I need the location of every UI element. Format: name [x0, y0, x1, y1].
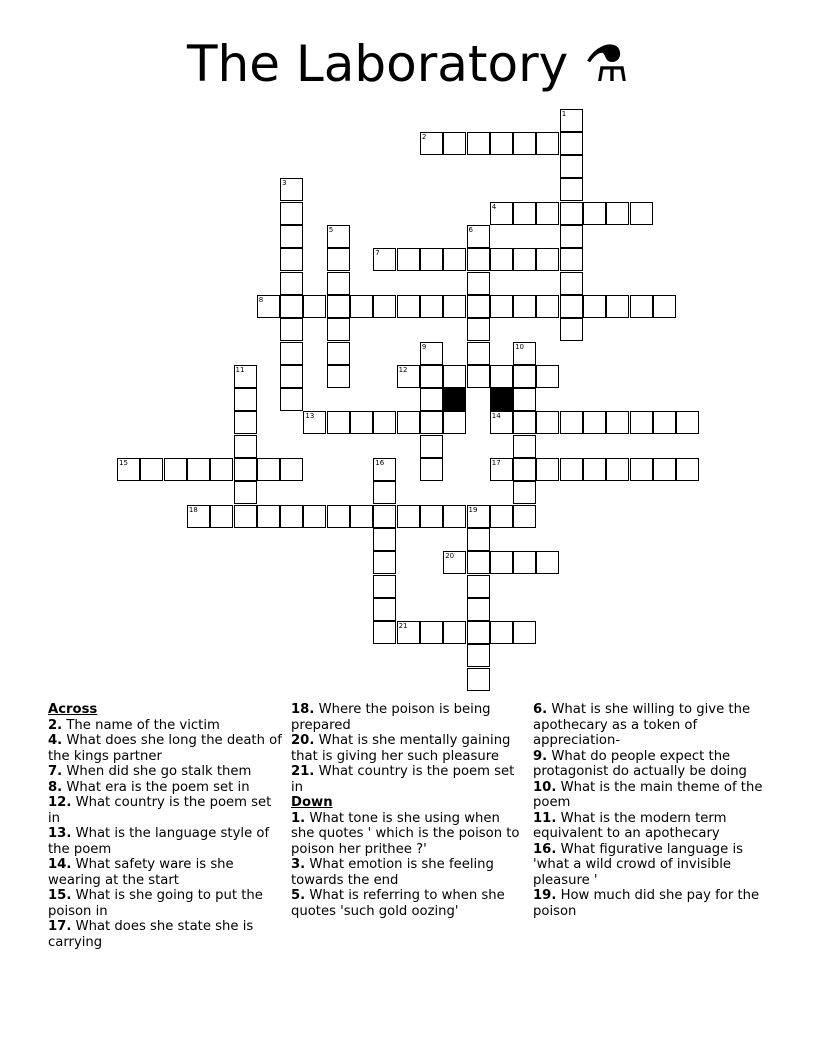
- cell-number: 11: [235, 365, 245, 374]
- across-clue: 18. Where the poison is being prepared: [291, 702, 491, 733]
- grid-cell[interactable]: [373, 248, 396, 271]
- grid-cell[interactable]: [630, 411, 653, 434]
- grid-cell[interactable]: [467, 668, 490, 691]
- grid-cell[interactable]: [536, 411, 559, 434]
- grid-cell[interactable]: [373, 295, 396, 318]
- grid-cell[interactable]: [257, 458, 280, 481]
- grid-cell[interactable]: [443, 551, 466, 574]
- cell-number: 2: [421, 132, 427, 141]
- cell-number: 16: [375, 459, 385, 467]
- cell-number: 3: [282, 179, 287, 188]
- across-clue: 8. What era is the poem set in: [48, 779, 250, 795]
- grid-cell[interactable]: [560, 178, 583, 201]
- grid-cell[interactable]: [443, 505, 466, 528]
- grid-cell[interactable]: [234, 365, 257, 388]
- grid-cell[interactable]: [536, 551, 559, 574]
- grid-cell[interactable]: [420, 411, 443, 434]
- grid-cell[interactable]: [560, 202, 583, 225]
- grid-cell[interactable]: [350, 295, 373, 318]
- grid-cell[interactable]: [467, 318, 490, 341]
- grid-cell[interactable]: [397, 365, 420, 388]
- grid-cell[interactable]: [373, 528, 396, 551]
- grid-cell[interactable]: [187, 505, 210, 528]
- grid-cell[interactable]: [490, 458, 513, 481]
- across-clue: 4. What does she long the death of the kings partner: [48, 733, 282, 764]
- grid-cell[interactable]: [443, 295, 466, 318]
- grid-cell[interactable]: [443, 132, 466, 155]
- grid-cell[interactable]: [467, 528, 490, 551]
- grid-cell[interactable]: [490, 202, 513, 225]
- across-clue: 2. The name of the victim: [48, 717, 220, 733]
- grid-cell[interactable]: [467, 272, 490, 295]
- cell-number: 12: [398, 365, 408, 374]
- grid-cell[interactable]: [513, 388, 536, 411]
- grid-cell[interactable]: [513, 132, 536, 155]
- grid-cell[interactable]: [280, 178, 303, 201]
- grid-cell[interactable]: [560, 132, 583, 155]
- down-clue: 3. What emotion is she feeling towards the end: [291, 857, 494, 888]
- grid-cell[interactable]: [583, 295, 606, 318]
- grid-cell[interactable]: [513, 365, 536, 388]
- black-cell: [443, 388, 466, 411]
- cell-number: 21: [398, 622, 408, 631]
- grid-cell[interactable]: [467, 575, 490, 598]
- down-clue: 9. What do people expect the protagonist do actually be doing: [533, 748, 747, 779]
- grid-cell[interactable]: [327, 225, 350, 248]
- grid-cell[interactable]: [676, 458, 699, 481]
- grid-cell[interactable]: [327, 342, 350, 365]
- grid-cell[interactable]: [443, 248, 466, 271]
- grid-cell[interactable]: [490, 621, 513, 644]
- down-clue: 11. What is the modern term equivalent to an apothecary: [533, 810, 727, 841]
- grid-cell[interactable]: [327, 505, 350, 528]
- cell-number: 8: [258, 295, 264, 304]
- grid-cell[interactable]: [234, 411, 257, 434]
- grid-cell[interactable]: [536, 295, 559, 318]
- down-clue: 16. What figurative language is 'what a wild crowd of invisible pleasure ': [533, 841, 744, 888]
- grid-cell[interactable]: [467, 551, 490, 574]
- grid-cell[interactable]: [490, 551, 513, 574]
- grid-cell[interactable]: [513, 248, 536, 271]
- grid-cell[interactable]: [467, 342, 490, 365]
- grid-cell[interactable]: [164, 458, 187, 481]
- grid-cell[interactable]: [653, 458, 676, 481]
- grid-cell[interactable]: [653, 411, 676, 434]
- grid-cell[interactable]: [583, 411, 606, 434]
- grid-cell[interactable]: [420, 458, 443, 481]
- grid-cell[interactable]: [420, 505, 443, 528]
- across-clue: 12. What country is the poem set in: [48, 795, 272, 826]
- grid-cell[interactable]: [560, 458, 583, 481]
- grid-cell[interactable]: [234, 505, 257, 528]
- grid-cell[interactable]: [467, 225, 490, 248]
- down-clue: 5. What is referring to when she quotes 'such gold oozing': [291, 888, 505, 919]
- grid-cell[interactable]: [536, 202, 559, 225]
- cell-number: 7: [375, 249, 380, 258]
- grid-cell[interactable]: [280, 272, 303, 295]
- down-clue: 10. What is the main theme of the poem: [533, 779, 763, 810]
- grid-cell[interactable]: [234, 435, 257, 458]
- across-clue: 21. What country is the poem set in: [291, 764, 515, 795]
- cell-number: 18: [188, 505, 198, 514]
- grid-cell[interactable]: [583, 458, 606, 481]
- grid-cell[interactable]: [140, 458, 163, 481]
- grid-cell[interactable]: [280, 225, 303, 248]
- grid-cell[interactable]: [513, 342, 536, 365]
- grid-cell[interactable]: [560, 248, 583, 271]
- cell-number: 17: [491, 459, 501, 467]
- grid-cell[interactable]: [397, 295, 420, 318]
- grid-cell[interactable]: [397, 411, 420, 434]
- across-clue: 15. What is she going to put the poison in: [48, 888, 263, 919]
- grid-cell[interactable]: [373, 621, 396, 644]
- grid-cell[interactable]: [490, 365, 513, 388]
- grid-cell[interactable]: [280, 388, 303, 411]
- grid-cell[interactable]: [327, 365, 350, 388]
- clues-column-2: [291, 702, 527, 919]
- grid-cell[interactable]: [373, 598, 396, 621]
- grid-cell[interactable]: [234, 458, 257, 481]
- across-clue: 20. What is she mentally gaining that is giving her such pleasure: [291, 733, 511, 764]
- grid-cell[interactable]: [467, 644, 490, 667]
- black-cell: [490, 388, 513, 411]
- grid-cell[interactable]: [513, 202, 536, 225]
- grid-cell[interactable]: [467, 621, 490, 644]
- grid-cell[interactable]: [467, 295, 490, 318]
- grid-cell[interactable]: [420, 365, 443, 388]
- grid-cell[interactable]: [443, 621, 466, 644]
- grid-cell[interactable]: [327, 411, 350, 434]
- grid-cell[interactable]: [513, 411, 536, 434]
- grid-cell[interactable]: [630, 295, 653, 318]
- cell-number: 15: [119, 459, 128, 467]
- grid-cell[interactable]: [560, 318, 583, 341]
- grid-cell[interactable]: [443, 411, 466, 434]
- grid-cell[interactable]: [280, 318, 303, 341]
- grid-cell[interactable]: [373, 575, 396, 598]
- grid-cell[interactable]: [653, 295, 676, 318]
- cell-number: 4: [491, 202, 497, 211]
- cell-number: 20: [445, 552, 455, 561]
- grid-cell[interactable]: [234, 388, 257, 411]
- clues-column-1: [48, 702, 284, 950]
- grid-cell[interactable]: [560, 155, 583, 178]
- cell-number: 6: [468, 226, 473, 234]
- across-clue: 14. What safety ware is she wearing at the start: [48, 857, 234, 888]
- grid-cell[interactable]: [560, 225, 583, 248]
- grid-cell[interactable]: [280, 295, 303, 318]
- grid-cell[interactable]: [560, 109, 583, 132]
- grid-cell[interactable]: [606, 202, 629, 225]
- grid-cell[interactable]: [513, 481, 536, 504]
- grid-cell[interactable]: [513, 505, 536, 528]
- grid-cell[interactable]: [327, 248, 350, 271]
- across-clue: 17. What does she state she is carrying: [48, 919, 254, 950]
- grid-cell[interactable]: [373, 481, 396, 504]
- grid-cell[interactable]: [280, 505, 303, 528]
- grid-cell[interactable]: [350, 411, 373, 434]
- down-clue: 6. What is she willing to give the apothecary as a token of appreciation-: [533, 702, 751, 748]
- cell-number: 9: [421, 342, 427, 351]
- grid-cell[interactable]: [210, 505, 233, 528]
- grid-cell[interactable]: [420, 388, 443, 411]
- grid-cell[interactable]: [606, 458, 629, 481]
- grid-cell[interactable]: [420, 435, 443, 458]
- grid-cell[interactable]: [327, 272, 350, 295]
- grid-cell[interactable]: [280, 248, 303, 271]
- grid-cell[interactable]: [513, 295, 536, 318]
- clues-column-3: [533, 702, 763, 919]
- grid-cell[interactable]: [536, 248, 559, 271]
- grid-cell[interactable]: [630, 458, 653, 481]
- grid-cell[interactable]: [420, 295, 443, 318]
- grid-cell[interactable]: [630, 202, 653, 225]
- grid-cell[interactable]: [560, 411, 583, 434]
- grid-cell[interactable]: [513, 621, 536, 644]
- grid-cell[interactable]: [560, 272, 583, 295]
- grid-cell[interactable]: [513, 458, 536, 481]
- grid-cell[interactable]: [490, 248, 513, 271]
- grid-cell[interactable]: [397, 505, 420, 528]
- grid-cell[interactable]: [350, 505, 373, 528]
- grid-cell[interactable]: [327, 295, 350, 318]
- grid-cell[interactable]: [117, 458, 140, 481]
- grid-cell[interactable]: [303, 505, 326, 528]
- grid-cell[interactable]: [676, 411, 699, 434]
- grid-cell[interactable]: [373, 411, 396, 434]
- cell-number: 10: [515, 342, 525, 351]
- grid-cell[interactable]: [280, 342, 303, 365]
- grid-cell[interactable]: [420, 621, 443, 644]
- grid-cell[interactable]: [373, 551, 396, 574]
- grid-cell[interactable]: [536, 132, 559, 155]
- grid-cell[interactable]: [420, 342, 443, 365]
- across-clue: 7. When did she go stalk them: [48, 764, 252, 779]
- grid-cell[interactable]: [187, 458, 210, 481]
- grid-cell[interactable]: [490, 505, 513, 528]
- grid-cell[interactable]: [280, 365, 303, 388]
- grid-cell[interactable]: [606, 411, 629, 434]
- grid-cell[interactable]: [490, 132, 513, 155]
- grid-cell[interactable]: [257, 505, 280, 528]
- grid-cell[interactable]: [467, 505, 490, 528]
- grid-cell[interactable]: [257, 295, 280, 318]
- grid-cell[interactable]: [280, 458, 303, 481]
- cell-number: 13: [305, 412, 315, 421]
- grid-cell[interactable]: [490, 295, 513, 318]
- grid-cell[interactable]: [467, 365, 490, 388]
- grid-cell[interactable]: [536, 458, 559, 481]
- cell-number: 1: [561, 109, 567, 118]
- grid-cell[interactable]: [373, 458, 396, 481]
- cell-number: 5: [328, 226, 334, 234]
- grid-cell[interactable]: [536, 365, 559, 388]
- grid-cell[interactable]: [467, 132, 490, 155]
- down-clue: 19. How much did she pay for the poison: [533, 888, 760, 919]
- cell-number: 14: [491, 412, 501, 421]
- grid-cell[interactable]: [467, 248, 490, 271]
- grid-cell[interactable]: [397, 248, 420, 271]
- grid-cell[interactable]: [280, 202, 303, 225]
- grid-cell[interactable]: [210, 458, 233, 481]
- grid-cell[interactable]: [420, 132, 443, 155]
- page-title: The Laboratory ⚗: [187, 35, 629, 93]
- grid-cell[interactable]: [490, 411, 513, 434]
- grid-cell[interactable]: [513, 435, 536, 458]
- across-header: Across: [48, 702, 98, 717]
- grid-cell[interactable]: [583, 202, 606, 225]
- grid-cell[interactable]: [397, 621, 420, 644]
- grid-cell[interactable]: [420, 248, 443, 271]
- grid-cell[interactable]: [513, 551, 536, 574]
- down-header: Down: [291, 795, 333, 810]
- grid-cell[interactable]: [327, 318, 350, 341]
- cell-number: 19: [468, 505, 478, 514]
- grid-cell[interactable]: [467, 598, 490, 621]
- grid-cell[interactable]: [234, 481, 257, 504]
- grid-cell[interactable]: [560, 295, 583, 318]
- grid-cell[interactable]: [606, 295, 629, 318]
- across-clue: 13. What is the language style of the poem: [48, 826, 270, 857]
- grid-cell[interactable]: [373, 505, 396, 528]
- grid-cell[interactable]: [443, 365, 466, 388]
- grid-cell[interactable]: [303, 411, 326, 434]
- down-clue: 1. What tone is she using when she quotes ' which is the poison to poison her prithee ?': [291, 810, 520, 857]
- grid-cell[interactable]: [303, 295, 326, 318]
